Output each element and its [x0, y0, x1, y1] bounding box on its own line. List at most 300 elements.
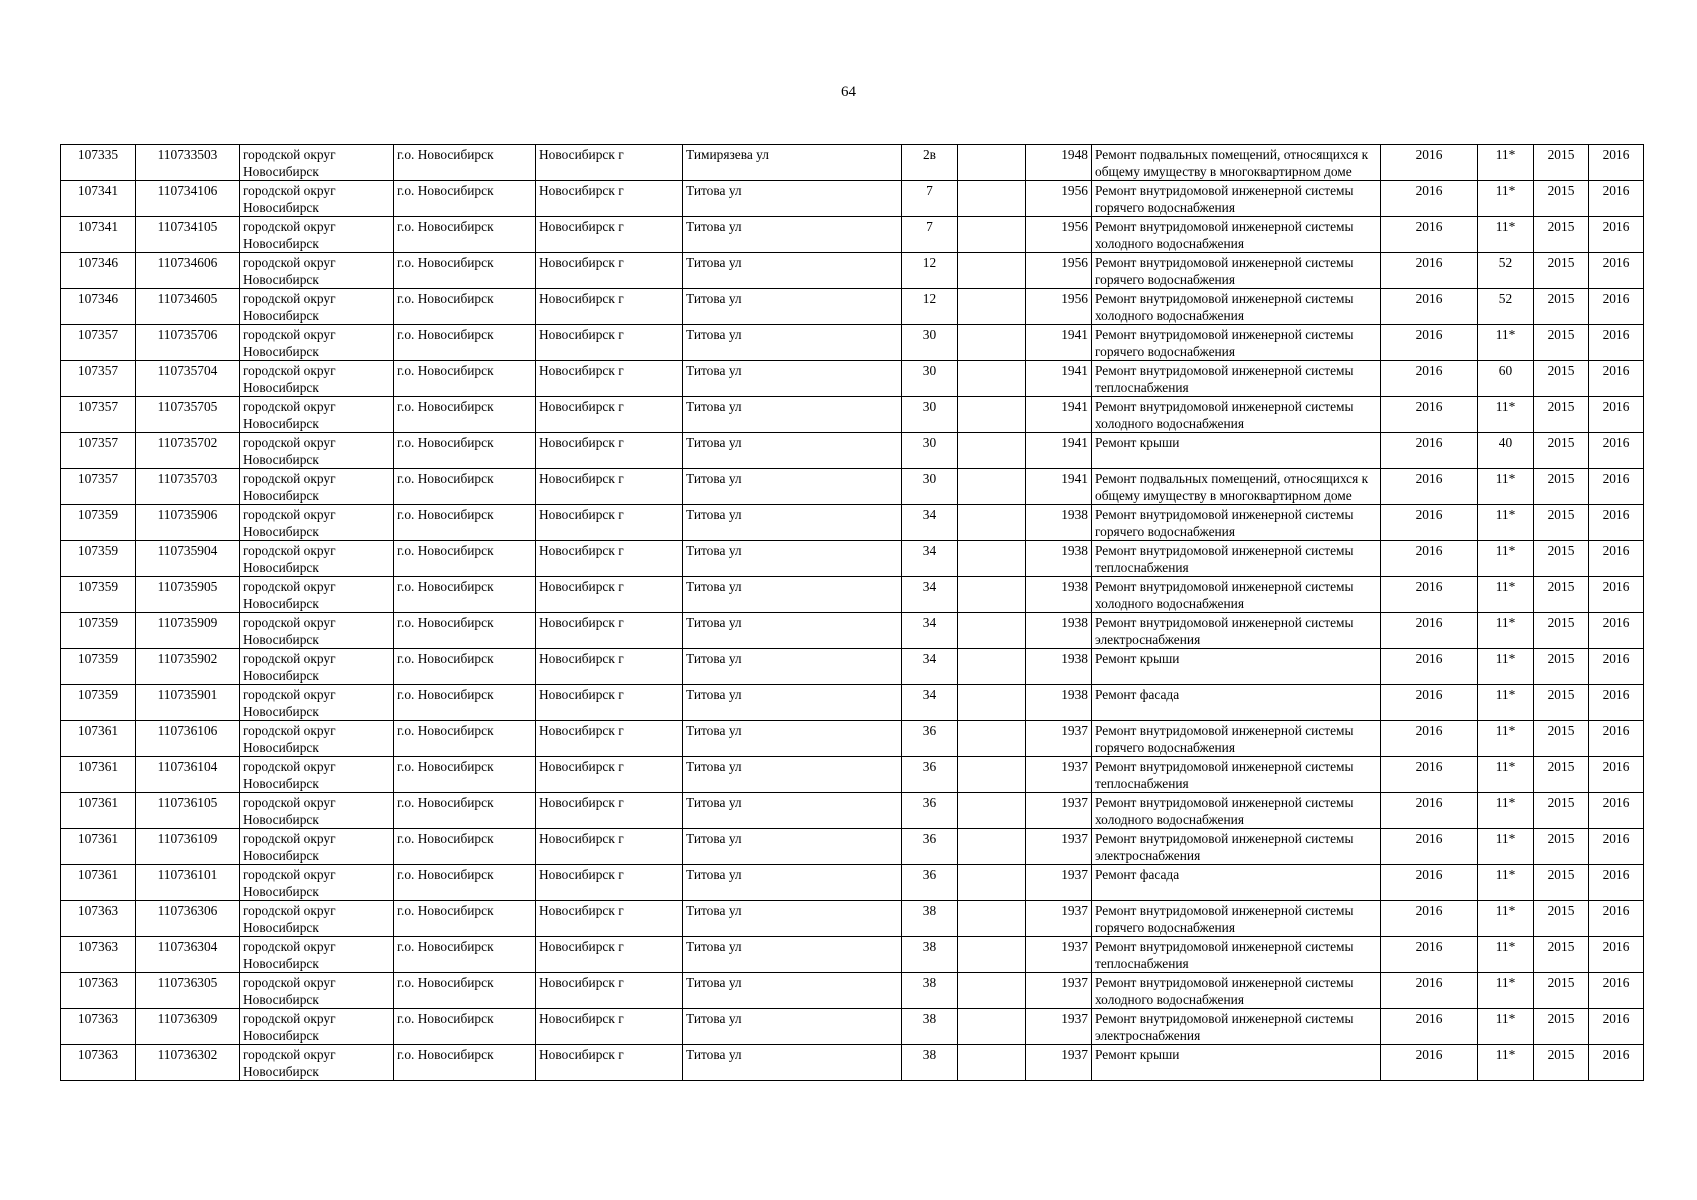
- work-type-cell: Ремонт внутридомовой инженерной системы горячего водоснабжения: [1092, 505, 1381, 541]
- code-cell: 110736309: [136, 1009, 240, 1045]
- building-cell: [958, 469, 1026, 505]
- city-cell: Новосибирск г: [536, 541, 683, 577]
- table-row: [61, 865, 1644, 901]
- plan-year-cell: 2016: [1381, 505, 1478, 541]
- table-row: [61, 361, 1644, 397]
- id-cell: 107341: [61, 217, 136, 253]
- building-cell: [958, 253, 1026, 289]
- street-cell: Титова ул: [683, 433, 902, 469]
- end-year-cell: 2016: [1589, 1009, 1644, 1045]
- settlement-cell: г.о. Новосибирск: [394, 937, 536, 973]
- year-built-cell: 1941: [1026, 397, 1092, 433]
- city-cell: Новосибирск г: [536, 505, 683, 541]
- settlement-cell: г.о. Новосибирск: [394, 433, 536, 469]
- city-cell: Новосибирск г: [536, 685, 683, 721]
- city-cell: Новосибирск г: [536, 325, 683, 361]
- city-cell: Новосибирск г: [536, 901, 683, 937]
- year-built-cell: 1941: [1026, 469, 1092, 505]
- street-cell: Титова ул: [683, 325, 902, 361]
- plan-year-cell: 2016: [1381, 901, 1478, 937]
- start-year-cell: 2015: [1534, 937, 1589, 973]
- house-cell: 30: [902, 469, 958, 505]
- year-built-cell: 1937: [1026, 901, 1092, 937]
- house-cell: 7: [902, 181, 958, 217]
- work-type-cell: Ремонт внутридомовой инженерной системы горячего водоснабжения: [1092, 181, 1381, 217]
- building-cell: [958, 541, 1026, 577]
- settlement-cell: г.о. Новосибирск: [394, 865, 536, 901]
- house-cell: 2в: [902, 145, 958, 181]
- code-cell: 110736304: [136, 937, 240, 973]
- cost-ref-cell: 11*: [1478, 649, 1534, 685]
- city-cell: Новосибирск г: [536, 253, 683, 289]
- city-cell: Новосибирск г: [536, 181, 683, 217]
- building-cell: [958, 505, 1026, 541]
- street-cell: Титова ул: [683, 361, 902, 397]
- street-cell: Титова ул: [683, 865, 902, 901]
- plan-year-cell: 2016: [1381, 685, 1478, 721]
- building-cell: [958, 433, 1026, 469]
- cost-ref-cell: 11*: [1478, 577, 1534, 613]
- street-cell: Титова ул: [683, 541, 902, 577]
- work-type-cell: Ремонт внутридомовой инженерной системы электроснабжения: [1092, 829, 1381, 865]
- repair-program-table: [60, 144, 1644, 1081]
- id-cell: 107357: [61, 361, 136, 397]
- municipality-cell: городской округ Новосибирск: [240, 649, 394, 685]
- id-cell: 107361: [61, 721, 136, 757]
- city-cell: Новосибирск г: [536, 793, 683, 829]
- settlement-cell: г.о. Новосибирск: [394, 829, 536, 865]
- end-year-cell: 2016: [1589, 325, 1644, 361]
- plan-year-cell: 2016: [1381, 361, 1478, 397]
- plan-year-cell: 2016: [1381, 541, 1478, 577]
- settlement-cell: г.о. Новосибирск: [394, 145, 536, 181]
- year-built-cell: 1956: [1026, 217, 1092, 253]
- code-cell: 110735702: [136, 433, 240, 469]
- settlement-cell: г.о. Новосибирск: [394, 361, 536, 397]
- work-type-cell: Ремонт внутридомовой инженерной системы холодного водоснабжения: [1092, 289, 1381, 325]
- house-cell: 38: [902, 901, 958, 937]
- house-cell: 34: [902, 541, 958, 577]
- municipality-cell: городской округ Новосибирск: [240, 397, 394, 433]
- building-cell: [958, 721, 1026, 757]
- year-built-cell: 1937: [1026, 1009, 1092, 1045]
- year-built-cell: 1937: [1026, 1045, 1092, 1081]
- end-year-cell: 2016: [1589, 469, 1644, 505]
- street-cell: Титова ул: [683, 505, 902, 541]
- municipality-cell: городской округ Новосибирск: [240, 865, 394, 901]
- building-cell: [958, 1009, 1026, 1045]
- page-number: 64: [841, 84, 856, 100]
- table-row: [61, 613, 1644, 649]
- start-year-cell: 2015: [1534, 757, 1589, 793]
- settlement-cell: г.о. Новосибирск: [394, 217, 536, 253]
- work-type-cell: Ремонт подвальных помещений, относящихся к общему имуществу в многоквартирном доме: [1092, 145, 1381, 181]
- work-type-cell: Ремонт внутридомовой инженерной системы теплоснабжения: [1092, 937, 1381, 973]
- start-year-cell: 2015: [1534, 217, 1589, 253]
- street-cell: Титова ул: [683, 469, 902, 505]
- end-year-cell: 2016: [1589, 361, 1644, 397]
- id-cell: 107359: [61, 541, 136, 577]
- year-built-cell: 1937: [1026, 829, 1092, 865]
- work-type-cell: Ремонт крыши: [1092, 649, 1381, 685]
- house-cell: 34: [902, 649, 958, 685]
- code-cell: 110735901: [136, 685, 240, 721]
- cost-ref-cell: 40: [1478, 433, 1534, 469]
- municipality-cell: городской округ Новосибирск: [240, 937, 394, 973]
- building-cell: [958, 757, 1026, 793]
- plan-year-cell: 2016: [1381, 217, 1478, 253]
- city-cell: Новосибирск г: [536, 361, 683, 397]
- building-cell: [958, 289, 1026, 325]
- end-year-cell: 2016: [1589, 253, 1644, 289]
- municipality-cell: городской округ Новосибирск: [240, 505, 394, 541]
- cost-ref-cell: 11*: [1478, 181, 1534, 217]
- plan-year-cell: 2016: [1381, 1009, 1478, 1045]
- table-row: [61, 901, 1644, 937]
- code-cell: 110736106: [136, 721, 240, 757]
- municipality-cell: городской округ Новосибирск: [240, 1009, 394, 1045]
- plan-year-cell: 2016: [1381, 325, 1478, 361]
- table-row: [61, 469, 1644, 505]
- cost-ref-cell: 11*: [1478, 937, 1534, 973]
- work-type-cell: Ремонт внутридомовой инженерной системы теплоснабжения: [1092, 541, 1381, 577]
- street-cell: Титова ул: [683, 973, 902, 1009]
- year-built-cell: 1937: [1026, 937, 1092, 973]
- code-cell: 110736302: [136, 1045, 240, 1081]
- municipality-cell: городской округ Новосибирск: [240, 181, 394, 217]
- municipality-cell: городской округ Новосибирск: [240, 757, 394, 793]
- house-cell: 36: [902, 721, 958, 757]
- municipality-cell: городской округ Новосибирск: [240, 469, 394, 505]
- id-cell: 107361: [61, 829, 136, 865]
- plan-year-cell: 2016: [1381, 433, 1478, 469]
- id-cell: 107361: [61, 865, 136, 901]
- end-year-cell: 2016: [1589, 865, 1644, 901]
- work-type-cell: Ремонт внутридомовой инженерной системы электроснабжения: [1092, 1009, 1381, 1045]
- plan-year-cell: 2016: [1381, 613, 1478, 649]
- end-year-cell: 2016: [1589, 181, 1644, 217]
- table-row: [61, 937, 1644, 973]
- plan-year-cell: 2016: [1381, 577, 1478, 613]
- city-cell: Новосибирск г: [536, 613, 683, 649]
- work-type-cell: Ремонт внутридомовой инженерной системы электроснабжения: [1092, 613, 1381, 649]
- city-cell: Новосибирск г: [536, 757, 683, 793]
- municipality-cell: городской округ Новосибирск: [240, 253, 394, 289]
- plan-year-cell: 2016: [1381, 397, 1478, 433]
- municipality-cell: городской округ Новосибирск: [240, 325, 394, 361]
- year-built-cell: 1956: [1026, 181, 1092, 217]
- street-cell: Титова ул: [683, 181, 902, 217]
- settlement-cell: г.о. Новосибирск: [394, 397, 536, 433]
- settlement-cell: г.о. Новосибирск: [394, 757, 536, 793]
- city-cell: Новосибирск г: [536, 1009, 683, 1045]
- end-year-cell: 2016: [1589, 541, 1644, 577]
- city-cell: Новосибирск г: [536, 865, 683, 901]
- code-cell: 110733503: [136, 145, 240, 181]
- end-year-cell: 2016: [1589, 397, 1644, 433]
- municipality-cell: городской округ Новосибирск: [240, 829, 394, 865]
- code-cell: 110736105: [136, 793, 240, 829]
- plan-year-cell: 2016: [1381, 937, 1478, 973]
- municipality-cell: городской округ Новосибирск: [240, 433, 394, 469]
- house-cell: 38: [902, 973, 958, 1009]
- end-year-cell: 2016: [1589, 685, 1644, 721]
- start-year-cell: 2015: [1534, 649, 1589, 685]
- id-cell: 107346: [61, 253, 136, 289]
- start-year-cell: 2015: [1534, 721, 1589, 757]
- cost-ref-cell: 11*: [1478, 865, 1534, 901]
- start-year-cell: 2015: [1534, 397, 1589, 433]
- street-cell: Титова ул: [683, 1009, 902, 1045]
- plan-year-cell: 2016: [1381, 973, 1478, 1009]
- year-built-cell: 1937: [1026, 973, 1092, 1009]
- start-year-cell: 2015: [1534, 361, 1589, 397]
- house-cell: 36: [902, 793, 958, 829]
- plan-year-cell: 2016: [1381, 757, 1478, 793]
- work-type-cell: Ремонт внутридомовой инженерной системы теплоснабжения: [1092, 757, 1381, 793]
- table-body: [61, 145, 1644, 1081]
- id-cell: 107363: [61, 973, 136, 1009]
- municipality-cell: городской округ Новосибирск: [240, 577, 394, 613]
- table-row: [61, 757, 1644, 793]
- end-year-cell: 2016: [1589, 505, 1644, 541]
- work-type-cell: Ремонт внутридомовой инженерной системы горячего водоснабжения: [1092, 253, 1381, 289]
- street-cell: Титова ул: [683, 613, 902, 649]
- plan-year-cell: 2016: [1381, 829, 1478, 865]
- building-cell: [958, 685, 1026, 721]
- street-cell: Титова ул: [683, 217, 902, 253]
- cost-ref-cell: 11*: [1478, 613, 1534, 649]
- building-cell: [958, 397, 1026, 433]
- end-year-cell: 2016: [1589, 937, 1644, 973]
- city-cell: Новосибирск г: [536, 145, 683, 181]
- cost-ref-cell: 11*: [1478, 1045, 1534, 1081]
- work-type-cell: Ремонт внутридомовой инженерной системы холодного водоснабжения: [1092, 577, 1381, 613]
- settlement-cell: г.о. Новосибирск: [394, 1045, 536, 1081]
- table-row: [61, 793, 1644, 829]
- settlement-cell: г.о. Новосибирск: [394, 289, 536, 325]
- id-cell: 107359: [61, 613, 136, 649]
- table-row: [61, 541, 1644, 577]
- plan-year-cell: 2016: [1381, 649, 1478, 685]
- table-row: [61, 829, 1644, 865]
- code-cell: 110734605: [136, 289, 240, 325]
- start-year-cell: 2015: [1534, 1045, 1589, 1081]
- year-built-cell: 1941: [1026, 433, 1092, 469]
- table-row: [61, 577, 1644, 613]
- municipality-cell: городской округ Новосибирск: [240, 901, 394, 937]
- cost-ref-cell: 11*: [1478, 505, 1534, 541]
- start-year-cell: 2015: [1534, 577, 1589, 613]
- plan-year-cell: 2016: [1381, 721, 1478, 757]
- id-cell: 107359: [61, 649, 136, 685]
- house-cell: 30: [902, 325, 958, 361]
- cost-ref-cell: 11*: [1478, 469, 1534, 505]
- table-row: [61, 325, 1644, 361]
- building-cell: [958, 613, 1026, 649]
- id-cell: 107363: [61, 937, 136, 973]
- work-type-cell: Ремонт крыши: [1092, 433, 1381, 469]
- settlement-cell: г.о. Новосибирск: [394, 325, 536, 361]
- work-type-cell: Ремонт внутридомовой инженерной системы горячего водоснабжения: [1092, 325, 1381, 361]
- street-cell: Титова ул: [683, 685, 902, 721]
- building-cell: [958, 181, 1026, 217]
- street-cell: Титова ул: [683, 253, 902, 289]
- street-cell: Титова ул: [683, 721, 902, 757]
- code-cell: 110736104: [136, 757, 240, 793]
- cost-ref-cell: 11*: [1478, 541, 1534, 577]
- house-cell: 38: [902, 937, 958, 973]
- end-year-cell: 2016: [1589, 721, 1644, 757]
- code-cell: 110734106: [136, 181, 240, 217]
- house-cell: 36: [902, 757, 958, 793]
- year-built-cell: 1937: [1026, 793, 1092, 829]
- cost-ref-cell: 11*: [1478, 397, 1534, 433]
- start-year-cell: 2015: [1534, 865, 1589, 901]
- id-cell: 107361: [61, 793, 136, 829]
- work-type-cell: Ремонт подвальных помещений, относящихся к общему имуществу в многоквартирном доме: [1092, 469, 1381, 505]
- building-cell: [958, 361, 1026, 397]
- municipality-cell: городской округ Новосибирск: [240, 721, 394, 757]
- street-cell: Титова ул: [683, 289, 902, 325]
- end-year-cell: 2016: [1589, 793, 1644, 829]
- cost-ref-cell: 52: [1478, 253, 1534, 289]
- start-year-cell: 2015: [1534, 505, 1589, 541]
- plan-year-cell: 2016: [1381, 253, 1478, 289]
- house-cell: 38: [902, 1045, 958, 1081]
- settlement-cell: г.о. Новосибирск: [394, 541, 536, 577]
- municipality-cell: городской округ Новосибирск: [240, 541, 394, 577]
- code-cell: 110736306: [136, 901, 240, 937]
- id-cell: 107357: [61, 397, 136, 433]
- plan-year-cell: 2016: [1381, 289, 1478, 325]
- municipality-cell: городской округ Новосибирск: [240, 685, 394, 721]
- cost-ref-cell: 11*: [1478, 793, 1534, 829]
- house-cell: 34: [902, 685, 958, 721]
- end-year-cell: 2016: [1589, 613, 1644, 649]
- house-cell: 30: [902, 433, 958, 469]
- building-cell: [958, 901, 1026, 937]
- id-cell: 107363: [61, 1009, 136, 1045]
- id-cell: 107363: [61, 1045, 136, 1081]
- settlement-cell: г.о. Новосибирск: [394, 901, 536, 937]
- start-year-cell: 2015: [1534, 253, 1589, 289]
- settlement-cell: г.о. Новосибирск: [394, 685, 536, 721]
- code-cell: 110734105: [136, 217, 240, 253]
- building-cell: [958, 649, 1026, 685]
- settlement-cell: г.о. Новосибирск: [394, 505, 536, 541]
- building-cell: [958, 793, 1026, 829]
- table-row: [61, 433, 1644, 469]
- municipality-cell: городской округ Новосибирск: [240, 973, 394, 1009]
- year-built-cell: 1938: [1026, 649, 1092, 685]
- table-row: [61, 1009, 1644, 1045]
- building-cell: [958, 937, 1026, 973]
- plan-year-cell: 2016: [1381, 793, 1478, 829]
- start-year-cell: 2015: [1534, 325, 1589, 361]
- house-cell: 7: [902, 217, 958, 253]
- city-cell: Новосибирск г: [536, 397, 683, 433]
- work-type-cell: Ремонт внутридомовой инженерной системы холодного водоснабжения: [1092, 397, 1381, 433]
- work-type-cell: Ремонт внутридомовой инженерной системы горячего водоснабжения: [1092, 901, 1381, 937]
- city-cell: Новосибирск г: [536, 973, 683, 1009]
- house-cell: 30: [902, 397, 958, 433]
- year-built-cell: 1938: [1026, 577, 1092, 613]
- street-cell: Титова ул: [683, 1045, 902, 1081]
- plan-year-cell: 2016: [1381, 145, 1478, 181]
- city-cell: Новосибирск г: [536, 937, 683, 973]
- settlement-cell: г.о. Новосибирск: [394, 973, 536, 1009]
- work-type-cell: Ремонт крыши: [1092, 1045, 1381, 1081]
- start-year-cell: 2015: [1534, 613, 1589, 649]
- start-year-cell: 2015: [1534, 289, 1589, 325]
- street-cell: Титова ул: [683, 937, 902, 973]
- settlement-cell: г.о. Новосибирск: [394, 181, 536, 217]
- house-cell: 36: [902, 829, 958, 865]
- start-year-cell: 2015: [1534, 145, 1589, 181]
- year-built-cell: 1938: [1026, 541, 1092, 577]
- municipality-cell: городской округ Новосибирск: [240, 361, 394, 397]
- street-cell: Титова ул: [683, 829, 902, 865]
- start-year-cell: 2015: [1534, 685, 1589, 721]
- house-cell: 36: [902, 865, 958, 901]
- end-year-cell: 2016: [1589, 829, 1644, 865]
- cost-ref-cell: 11*: [1478, 721, 1534, 757]
- building-cell: [958, 577, 1026, 613]
- id-cell: 107359: [61, 685, 136, 721]
- settlement-cell: г.о. Новосибирск: [394, 1009, 536, 1045]
- code-cell: 110735704: [136, 361, 240, 397]
- year-built-cell: 1941: [1026, 325, 1092, 361]
- start-year-cell: 2015: [1534, 433, 1589, 469]
- id-cell: 107359: [61, 505, 136, 541]
- cost-ref-cell: 11*: [1478, 829, 1534, 865]
- code-cell: 110735904: [136, 541, 240, 577]
- end-year-cell: 2016: [1589, 217, 1644, 253]
- id-cell: 107335: [61, 145, 136, 181]
- street-cell: Титова ул: [683, 901, 902, 937]
- year-built-cell: 1938: [1026, 685, 1092, 721]
- work-type-cell: Ремонт внутридомовой инженерной системы холодного водоснабжения: [1092, 793, 1381, 829]
- building-cell: [958, 829, 1026, 865]
- house-cell: 12: [902, 289, 958, 325]
- plan-year-cell: 2016: [1381, 865, 1478, 901]
- table-row: [61, 973, 1644, 1009]
- plan-year-cell: 2016: [1381, 469, 1478, 505]
- table-row: [61, 505, 1644, 541]
- start-year-cell: 2015: [1534, 469, 1589, 505]
- work-type-cell: Ремонт внутридомовой инженерной системы холодного водоснабжения: [1092, 217, 1381, 253]
- end-year-cell: 2016: [1589, 973, 1644, 1009]
- street-cell: Титова ул: [683, 649, 902, 685]
- table-row: [61, 1045, 1644, 1081]
- municipality-cell: городской округ Новосибирск: [240, 217, 394, 253]
- cost-ref-cell: 11*: [1478, 685, 1534, 721]
- code-cell: 110735905: [136, 577, 240, 613]
- id-cell: 107341: [61, 181, 136, 217]
- table-row: [61, 289, 1644, 325]
- start-year-cell: 2015: [1534, 973, 1589, 1009]
- year-built-cell: 1937: [1026, 721, 1092, 757]
- city-cell: Новосибирск г: [536, 829, 683, 865]
- work-type-cell: Ремонт фасада: [1092, 865, 1381, 901]
- id-cell: 107359: [61, 577, 136, 613]
- code-cell: 110736305: [136, 973, 240, 1009]
- street-cell: Тимирязева ул: [683, 145, 902, 181]
- work-type-cell: Ремонт внутридомовой инженерной системы теплоснабжения: [1092, 361, 1381, 397]
- table-row: [61, 721, 1644, 757]
- municipality-cell: городской округ Новосибирск: [240, 1045, 394, 1081]
